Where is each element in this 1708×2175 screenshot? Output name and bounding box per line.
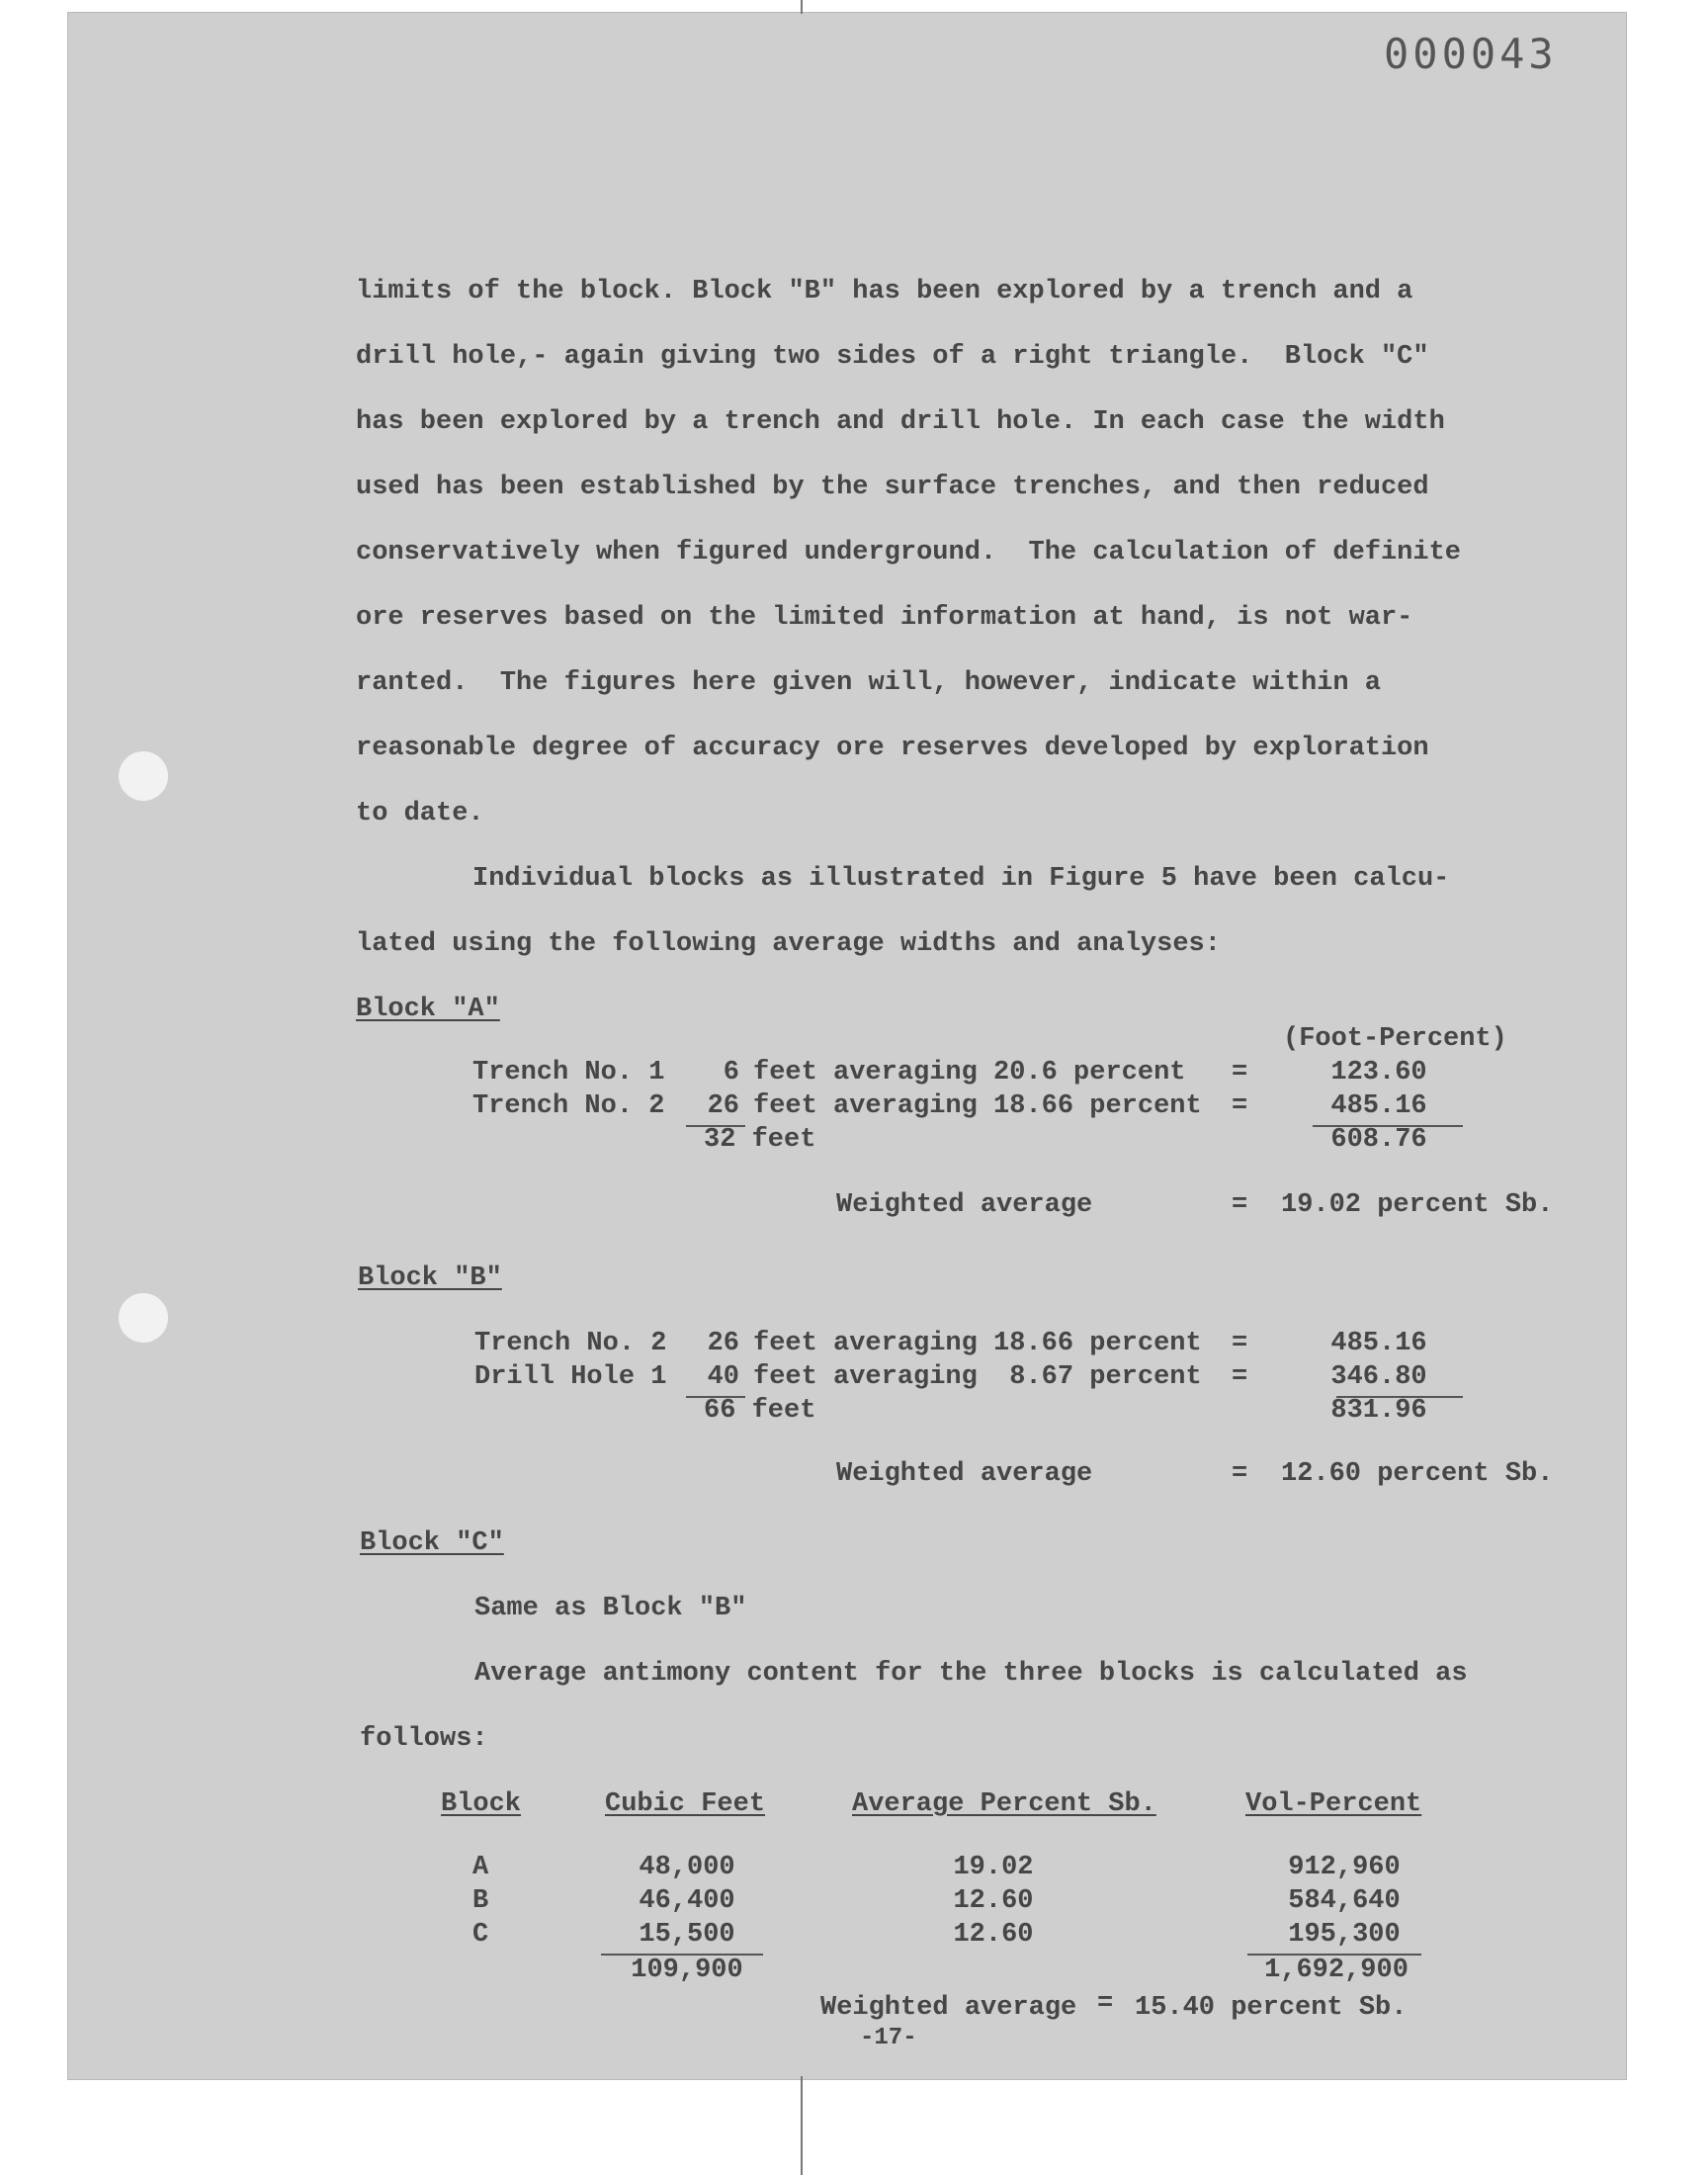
table-cell-block: C xyxy=(472,1920,489,1950)
table-cell-block: A xyxy=(472,1853,489,1882)
table-cell-average-percent: 19.02 xyxy=(953,1853,1034,1882)
block-a-row-value: 485.16 xyxy=(1330,1091,1427,1121)
table-header-cubic-feet: Cubic Feet xyxy=(605,1789,766,1819)
block-a-total-feet: 32 feet xyxy=(704,1125,816,1155)
block-c-heading: Block "C" xyxy=(360,1528,504,1558)
block-c-text: Same as Block "B" xyxy=(474,1594,747,1623)
paragraph-line: ore reserves based on the limited information at hand, is not war- xyxy=(356,603,1413,633)
table-cell-cubic-feet: 46,400 xyxy=(639,1886,735,1916)
block-b-row-label: Trench No. 2 xyxy=(474,1329,667,1358)
block-b-row-eq: = xyxy=(1232,1362,1248,1392)
summary-weighted-value: 15.40 percent Sb. xyxy=(1135,1993,1408,2023)
punch-hole-top xyxy=(119,751,168,801)
table-cell-vol-percent: 912,960 xyxy=(1288,1853,1401,1882)
block-a-row-label: Trench No. 2 xyxy=(472,1091,665,1121)
block-a-row-eq: = xyxy=(1232,1091,1248,1121)
intro-line: lated using the following average widths and analyses: xyxy=(356,929,1221,959)
foot-percent-header: (Foot-Percent) xyxy=(1283,1024,1507,1054)
paragraph-line: reasonable degree of accuracy ore reserves developed by exploration xyxy=(356,734,1429,763)
block-b-row-feet: 40 xyxy=(707,1362,739,1392)
block-b-row-eq: = xyxy=(1232,1329,1248,1358)
block-b-row-label: Drill Hole 1 xyxy=(474,1362,667,1392)
block-a-weighted-label: Weighted average xyxy=(836,1190,1093,1220)
block-a-row-desc: feet averaging 20.6 percent xyxy=(753,1058,1186,1088)
document-number: 000043 xyxy=(1384,30,1558,78)
summary-weighted-eq: = xyxy=(1097,1989,1114,2019)
block-b-total-feet: 66 feet xyxy=(704,1396,816,1426)
block-b-weighted-value: 12.60 percent Sb. xyxy=(1281,1459,1554,1489)
block-a-weighted-eq: = xyxy=(1232,1190,1248,1220)
block-a-row-eq: = xyxy=(1232,1058,1248,1088)
block-a-heading: Block "A" xyxy=(356,995,500,1024)
block-a-row-label: Trench No. 1 xyxy=(472,1058,665,1088)
paragraph-line: to date. xyxy=(356,799,484,828)
table-cell-cubic-feet: 48,000 xyxy=(639,1853,735,1882)
table-cell-average-percent: 12.60 xyxy=(953,1886,1034,1916)
block-b-row-desc: feet averaging 8.67 percent xyxy=(753,1362,1202,1392)
block-b-weighted-eq: = xyxy=(1232,1459,1248,1489)
paragraph-line: drill hole,- again giving two sides of a right triangle. Block "C" xyxy=(356,342,1429,372)
block-b-row-value: 346.80 xyxy=(1330,1362,1427,1392)
block-b-row-desc: feet averaging 18.66 percent xyxy=(753,1329,1202,1358)
fold-mark-top xyxy=(801,0,803,14)
table-cell-average-percent: 12.60 xyxy=(953,1920,1034,1950)
block-a-weighted-value: 19.02 percent Sb. xyxy=(1281,1190,1554,1220)
intro-line: Individual blocks as illustrated in Figure 5 have been calcu- xyxy=(472,864,1450,894)
table-header-block: Block xyxy=(441,1789,522,1819)
block-a-total-value: 608.76 xyxy=(1330,1125,1427,1155)
summary-weighted-label: Weighted average xyxy=(820,1993,1077,2023)
block-a-row-feet: 6 xyxy=(723,1058,739,1088)
fold-mark-bottom xyxy=(801,2076,803,2175)
block-b-heading: Block "B" xyxy=(358,1263,502,1293)
block-b-row-feet: 26 xyxy=(707,1329,739,1358)
block-b-weighted-label: Weighted average xyxy=(836,1459,1093,1489)
paragraph-line: conservatively when figured underground. The calculation of definite xyxy=(356,538,1461,567)
summary-line: follows: xyxy=(360,1724,488,1754)
block-a-row-feet: 26 xyxy=(707,1091,739,1121)
paragraph-line: has been explored by a trench and drill hole. In each case the width xyxy=(356,407,1445,437)
page-number: -17- xyxy=(860,2025,917,2051)
table-header-vol-percent: Vol-Percent xyxy=(1245,1789,1422,1819)
table-total-vol-percent: 1,692,900 xyxy=(1264,1956,1409,1985)
table-cell-block: B xyxy=(472,1886,489,1916)
paragraph-line: used has been established by the surface trenches, and then reduced xyxy=(356,473,1429,502)
block-a-row-desc: feet averaging 18.66 percent xyxy=(753,1091,1202,1121)
block-b-total-value: 831.96 xyxy=(1330,1396,1427,1426)
block-b-row-value: 485.16 xyxy=(1330,1329,1427,1358)
table-header-average-percent: Average Percent Sb. xyxy=(852,1789,1156,1819)
table-total-cubic-feet: 109,900 xyxy=(631,1956,743,1985)
table-cell-cubic-feet: 15,500 xyxy=(639,1920,735,1950)
paragraph-line: ranted. The figures here given will, however, indicate within a xyxy=(356,668,1381,698)
table-cell-vol-percent: 195,300 xyxy=(1288,1920,1401,1950)
block-a-row-value: 123.60 xyxy=(1330,1058,1427,1088)
paragraph-line: limits of the block. Block "B" has been explored by a trench and a xyxy=(356,277,1413,306)
table-cell-vol-percent: 584,640 xyxy=(1288,1886,1401,1916)
punch-hole-bottom xyxy=(119,1293,168,1343)
summary-line: Average antimony content for the three blocks is calculated as xyxy=(474,1659,1468,1689)
